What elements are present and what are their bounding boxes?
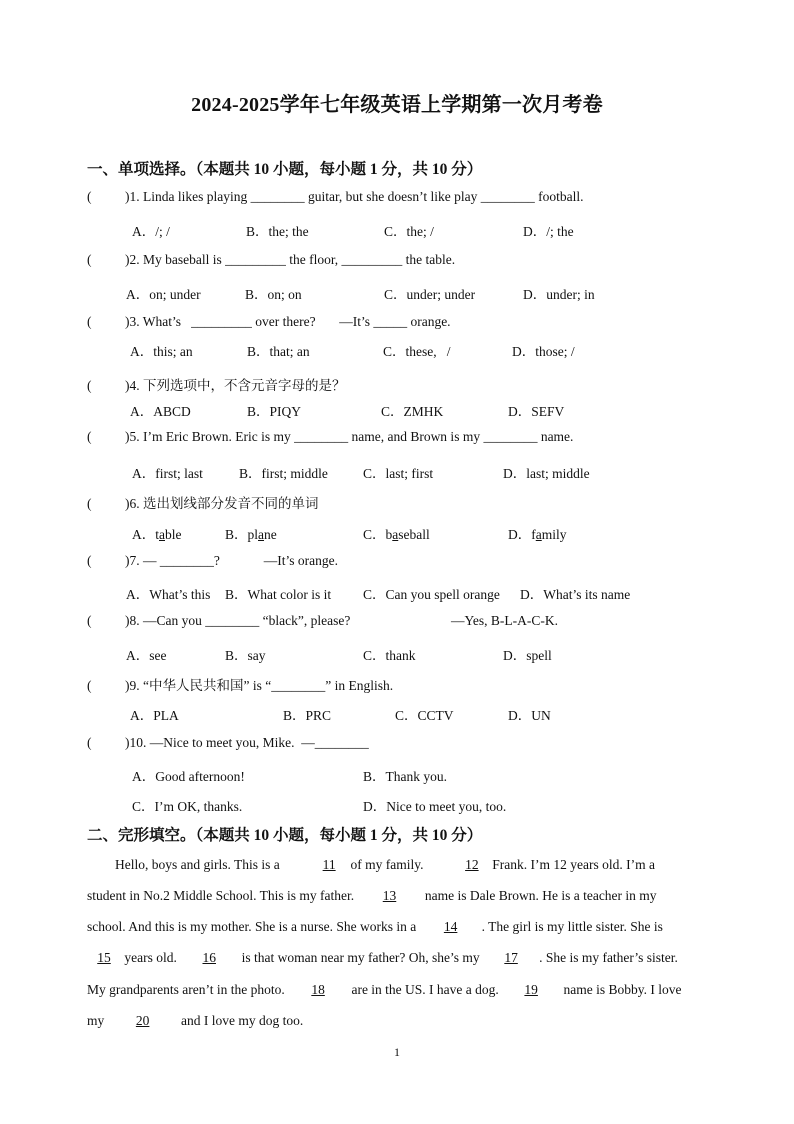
q5-option-c: C．last; first [363, 466, 434, 481]
question-2 [87, 252, 455, 268]
underlined-letter: a [159, 527, 165, 542]
blank-12: 12 [465, 857, 479, 872]
q6-option-d: D．family [508, 527, 567, 542]
question-3 [87, 314, 451, 330]
question-5 [87, 429, 573, 445]
q3-option-b: B．that; an [247, 344, 310, 359]
q3-option-c: C．these, / [383, 344, 451, 359]
question-7 [87, 553, 338, 569]
answer-paren: ( [87, 189, 92, 204]
blank-11: 11 [322, 857, 336, 872]
question-text: )7. — ________? —It’s orange. [125, 553, 338, 568]
q10-option-c: C．I’m OK, thanks. [132, 799, 243, 814]
q8-option-b: B．say [225, 648, 266, 663]
question-text: )5. I’m Eric Brown. Eric is my ________ name, and Brown is my ________ name. [125, 429, 574, 444]
section-heading-2: 二、完形填空。（本题共 10 小题，每小题 1 分，共 10 分） [87, 827, 483, 844]
q10-option-a: A．Good afternoon! [132, 769, 245, 784]
passage-line-2: student in No.2 Middle School. This is my father. 13 name is Dale Brown. He is a teacher in my [87, 888, 657, 903]
question-text: )3. What’s _________ over there? —It’s _____ orange. [125, 314, 451, 329]
q9-option-d: D．UN [508, 708, 551, 723]
question-1 [87, 189, 584, 205]
page-title: 2024-2025学年七年级英语上学期第一次月考卷 [191, 94, 603, 116]
q10-option-b: B．Thank you. [363, 769, 447, 784]
q2-option-c: C．under; under [384, 287, 476, 302]
q4-option-d: D．SEFV [508, 404, 565, 419]
q8-response: —Yes, B-L-A-C-K. [451, 613, 559, 628]
q9-option-b: B．PRC [283, 708, 332, 723]
blank-17: 17 [504, 950, 518, 965]
q7-option-d: D．What’s its name [520, 587, 631, 602]
question-text: )6. 选出划线部分发音不同的单词 [125, 496, 319, 511]
question-text: )9. “中华人民共和国” is “________” in English. [125, 678, 394, 693]
q8-option-c: C．thank [363, 648, 416, 663]
blank-19: 19 [524, 982, 538, 997]
question-10 [87, 735, 369, 751]
q8-option-a: A．see [126, 648, 167, 663]
answer-paren: ( [87, 314, 92, 329]
answer-paren: ( [87, 496, 92, 511]
passage-line-4: 15 years old. 16 is that woman near my father? Oh, she’s my 17 . She is my father’s sister. [87, 950, 709, 966]
q7-option-a: A．What’s this [126, 587, 211, 602]
section-heading-1: 一、单项选择。（本题共 10 小题，每小题 1 分，共 10 分） [87, 161, 483, 178]
question-4 [87, 374, 346, 394]
q4-option-b: B．PIQY [247, 404, 302, 419]
blank-16: 16 [202, 950, 216, 965]
passage-line-6: my 20 and I love my dog too. [87, 1013, 304, 1028]
blank-15: 15 [97, 950, 111, 965]
underlined-letter: a [535, 527, 542, 542]
question-text: )8. —Can you ________ “black”, please? [125, 613, 351, 628]
q4-option-c: C．ZMHK [381, 404, 444, 419]
passage-line-5: My grandparents aren’t in the photo. 18 are in the US. I have a dog. 19 name is Bobby. I love [87, 982, 682, 997]
q5-option-a: A．first; last [132, 466, 203, 481]
q5-option-d: D．last; middle [503, 466, 590, 481]
passage-line-3: school. And this is my mother. She is a nurse. She works in a 14 . The girl is my little sister. She is [87, 919, 663, 934]
answer-paren: ( [87, 252, 92, 267]
question-8 [87, 613, 350, 629]
underlined-letter: a [392, 527, 399, 542]
question-9 [87, 674, 393, 694]
q9-option-a: A．PLA [130, 708, 179, 723]
answer-paren: ( [87, 678, 92, 693]
q6-option-c: C．baseball [363, 527, 430, 542]
passage-line-1: Hello, boys and girls. This is a 11 of my family. 12 Frank. I’m 12 years old. I’m a [115, 857, 655, 872]
blank-14: 14 [443, 919, 458, 934]
question-text: )4. 下列选项中，不含元音字母的是？ [125, 378, 346, 393]
answer-paren: ( [87, 553, 92, 568]
blank-13: 13 [382, 888, 397, 903]
q7-option-b: B．What color is it [225, 587, 332, 602]
blank-18: 18 [311, 982, 325, 997]
underlined-letter: a [258, 527, 265, 542]
answer-paren: ( [87, 429, 92, 444]
question-text: )1. Linda likes playing ________ guitar, but she doesn’t like play ________ football. [125, 189, 584, 204]
q6-option-a: A．table [132, 527, 182, 542]
answer-paren: ( [87, 378, 92, 393]
page-number: 1 [394, 1045, 400, 1059]
q5-option-b: B．first; middle [239, 466, 328, 481]
q2-option-d: D．under; in [523, 287, 595, 302]
q3-option-d: D．those; / [512, 344, 575, 359]
q2-option-a: A．on; under [126, 287, 201, 302]
q8-option-d: D．spell [503, 648, 552, 663]
q4-option-a: A．ABCD [130, 404, 191, 419]
q10-option-d: D．Nice to meet you, too. [363, 799, 507, 814]
q7-option-c: C．Can you spell orange [363, 587, 500, 602]
question-6 [87, 492, 319, 512]
blank-20: 20 [135, 1013, 150, 1028]
q1-option-c: C．the; / [384, 224, 434, 239]
q1-option-d: D．/; the [523, 224, 574, 239]
q2-option-b: B．on; on [245, 287, 302, 302]
question-text: )2. My baseball is _________ the floor, _________ the table. [125, 252, 456, 267]
q1-option-a: A．/; / [132, 224, 170, 239]
q6-option-b: B．plane [225, 527, 277, 542]
q9-option-c: C．CCTV [395, 708, 454, 723]
q3-option-a: A．this; an [130, 344, 193, 359]
answer-paren: ( [87, 613, 92, 628]
question-text: )10. —Nice to meet you, Mike. —________ [125, 735, 369, 750]
q1-option-b: B．the; the [246, 224, 309, 239]
answer-paren: ( [87, 735, 92, 750]
